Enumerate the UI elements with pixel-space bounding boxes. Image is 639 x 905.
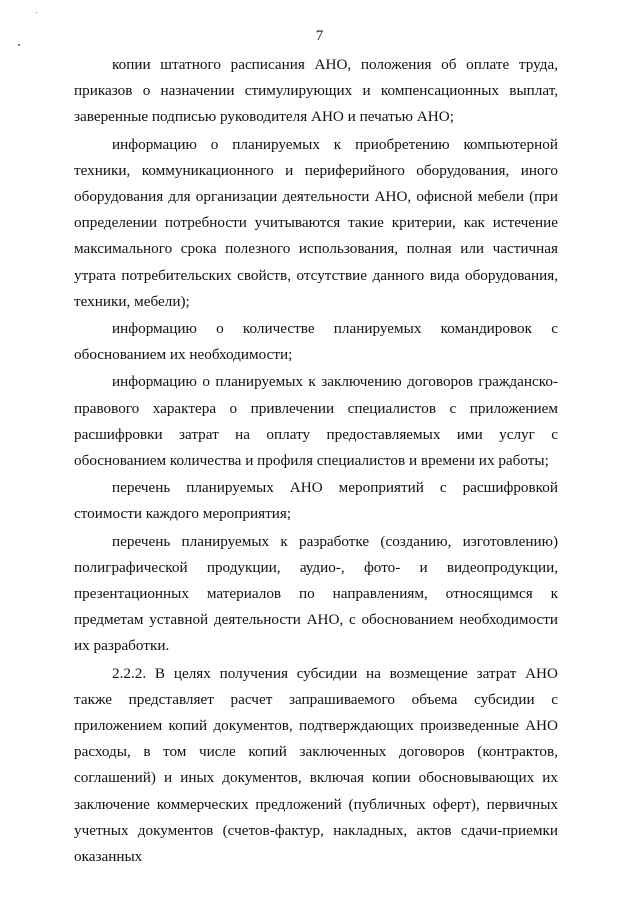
paragraph-staff-schedule: копии штатного расписания АНО, положения об оплате труда, приказов о назначении стимулирующих и компенсационных выплат, заверенные подписью руководителя АНО и печатью АНО; bbox=[74, 56, 558, 126]
paragraph-civil-contracts: информацию о планируемых к заключению договоров гражданско-правового характера о привлечении специалистов с приложением расшифровки затрат на оплату предоставляемых ими услуг с обоснованием количества и профиля специалистов и времени их работы; bbox=[74, 373, 558, 470]
paragraph-printed-products: перечень планируемых к разработке (созданию, изготовлению) полиграфической продукции, аудио-, фото- и видеопродукции, презентационных материалов по направлениям, относящимся к предметам уставной деятельности АНО, с обоснованием необходимости их разработки. bbox=[74, 532, 558, 655]
paragraph-section-2-2-2: 2.2.2. В целях получения субсидии на возмещение затрат АНО также представляет расчет запрашиваемого объема субсидии с приложением копий документов, подтверждающих произведенные АНО расходы, в том числе копий заключенных договоров (контрактов, соглашений) и иных документов, включая копии обосновывающих их заключение коммерческих предложений (публичных оферт), первичных учетных документов (счетов-фактур, накладных, актов сдачи-приемки оказанных bbox=[74, 664, 558, 866]
document-body bbox=[74, 52, 558, 870]
page-number: 7 bbox=[315, 28, 324, 44]
paragraph-business-trips: информацию о количестве планируемых командировок с обоснованием их необходимости; bbox=[74, 320, 558, 364]
paragraph-equipment: информацию о планируемых к приобретению компьютерной техники, коммуникационного и периферийного оборудования, иного оборудования для организации деятельности АНО, офисной мебели (при определении потребности учитываются такие критерии, как истечение максимального срока полезного использования, полная или частичная утрата потребительских свойств, отсутствие данного вида оборудования, техники, мебели); bbox=[74, 135, 558, 310]
scan-speck bbox=[36, 12, 37, 13]
paragraph-events: перечень планируемых АНО мероприятий с расшифровкой стоимости каждого мероприятия; bbox=[74, 479, 558, 523]
